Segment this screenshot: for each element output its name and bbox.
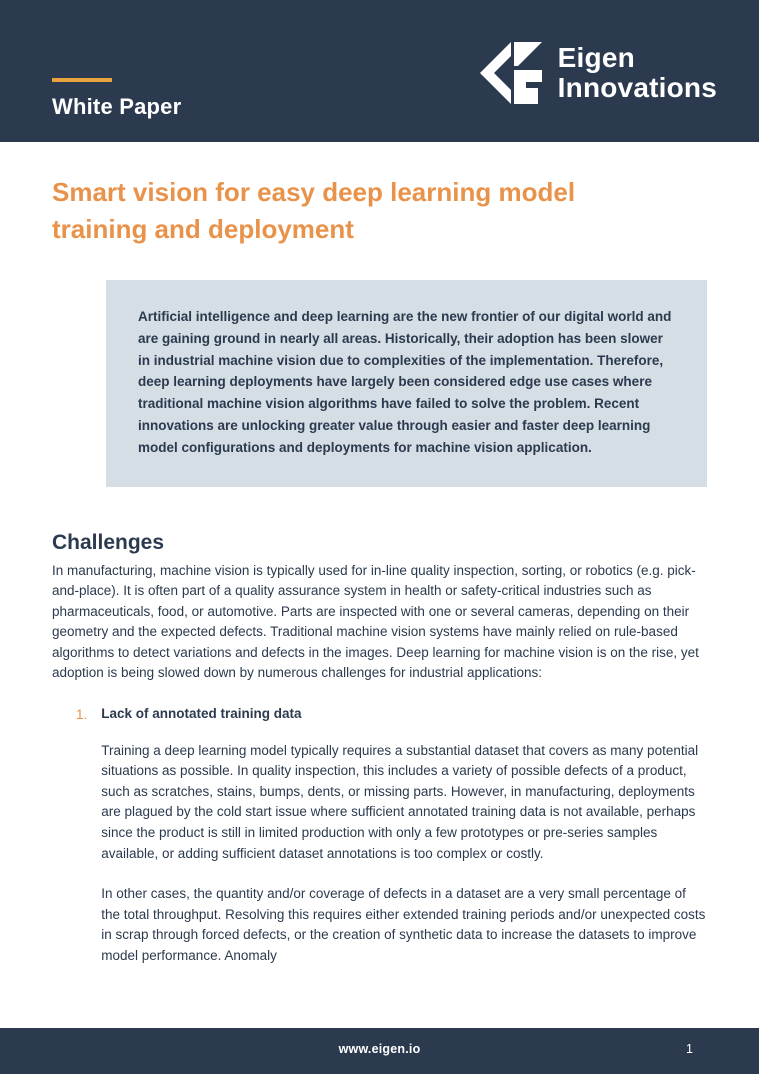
brand-logo <box>478 42 717 104</box>
brand-logo-text <box>558 43 717 103</box>
footer-website-link[interactable]: www.eigen.io <box>338 1042 421 1056</box>
list-item-paragraph: Training a deep learning model typically requires a substantial dataset that covers as many potential situations as possible. In quality inspection, this includes a variety of possible defects of a product, such as scratches, stains, bumps, dents, or missing parts. However, in manufacturing, deployments are plagued by the cold start issue where sufficient annotated training data is not available, perhaps since the product is still in limited production with only a few prototypes or pre-series samples available, or adding sufficient dataset annotations is too complex or costly. <box>101 742 699 861</box>
page-content <box>0 142 759 1028</box>
section-intro-paragraph: In manufacturing, machine vision is typically used for in-line quality inspection, sorting, or robotics (e.g. pick-and-place). It is often part of a quality assurance system in health or safety-critical industries such as pharmaceuticals, food, or automotive. Parts are inspected with one or several cameras, depending on their geometry and the expected defects. Traditional machine vision systems have mainly relied on rule-based algorithms to detect variations and defects in the images. Deep learning for machine vision is on the rise, yet adoption is being slowed down by numerous challenges for industrial applications: <box>52 562 699 681</box>
challenges-list <box>52 706 707 966</box>
page-title: Smart vision for easy deep learning model training and deployment <box>52 177 576 244</box>
list-item-heading: Lack of annotated training data <box>101 705 302 721</box>
abstract-box <box>106 280 707 487</box>
list-item <box>52 706 707 966</box>
footer-page-number: 1 <box>686 1042 693 1056</box>
eigen-innovations-logo-icon <box>478 42 544 104</box>
page-header <box>0 0 759 142</box>
brand-logo-line2: Innovations <box>557 72 717 103</box>
list-item-number: 1. <box>76 706 88 722</box>
abstract-text: Artificial intelligence and deep learning are the new frontier of our digital world and are gaining ground in nearly all areas. Historically, their adoption has been slower in industrial machine vision due to complexities of the implementation. Therefore, deep learning deployments have largely been considered edge use cases where traditional machine vision algorithms have failed to solve the problem. Recent innovations are unlocking greater value through easier and faster deep learning model configurations and deployments for machine vision application. <box>138 308 672 455</box>
header-accent-rule <box>52 78 112 82</box>
list-item-paragraph: In other cases, the quantity and/or coverage of defects in a dataset are a very small percentage of the total throughput. Resolving this requires either extended training periods and/or unexpected costs in scrap through forced defects, or the creation of synthetic data to increase the datasets to improve model performance. Anomaly <box>101 886 706 963</box>
brand-logo-line1: Eigen <box>557 41 635 73</box>
list-item-body <box>101 706 707 966</box>
section-heading-challenges: Challenges <box>52 530 165 554</box>
header-label: White Paper <box>52 94 182 119</box>
page-footer <box>0 1028 759 1074</box>
